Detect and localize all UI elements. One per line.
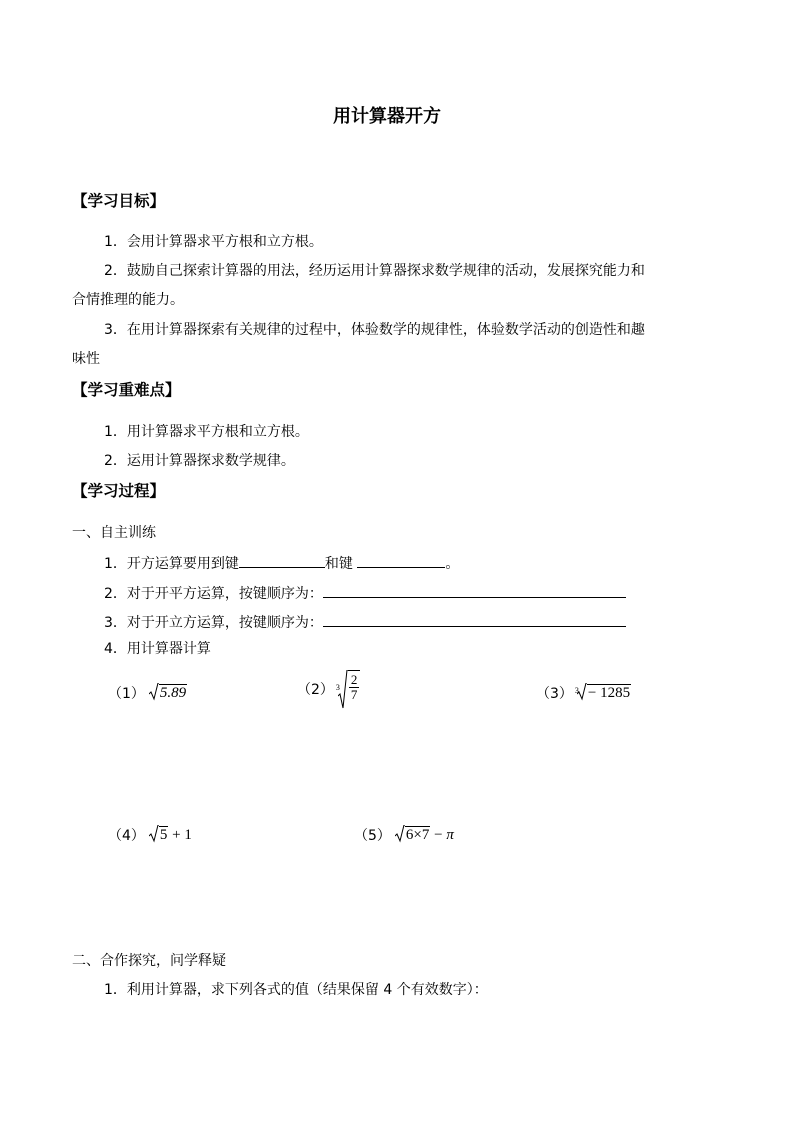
process-heading: 【学习过程】 [72, 482, 166, 500]
answer-blank-3[interactable] [323, 584, 626, 598]
calc-item-5 [354, 825, 454, 843]
section1-title: 一、自主训练 [72, 525, 156, 541]
radicand: 5 [159, 827, 168, 843]
page-title: 用计算器开方 [333, 106, 441, 127]
objective-2: 2．鼓励自己探索计算器的用法，经历运用计算器探求数学规律的活动，发展探究能力和 [104, 263, 645, 279]
keypoints-heading: 【学习重难点】 [72, 381, 181, 399]
keypoint-2: 2．运用计算器探求数学规律。 [104, 453, 295, 469]
section2-question-1: 1．利用计算器，求下列各式的值（结果保留 4 个有效数字）： [104, 982, 488, 998]
question-3 [104, 613, 626, 630]
sqrt-expression-5 [395, 825, 454, 843]
fraction [348, 670, 361, 701]
question-2 [104, 584, 626, 601]
calc-item-1 [108, 683, 187, 701]
objectives-heading: 【学习目标】 [72, 192, 166, 210]
root-index: 3 [574, 686, 579, 695]
radicand: 5.89 [159, 685, 187, 701]
objective-1: 1．会用计算器求平方根和立方根。 [104, 234, 323, 250]
answer-blank-2[interactable] [357, 554, 445, 568]
sqrt-expression-1 [149, 683, 187, 701]
calc-item-4-label: （4） [108, 828, 145, 844]
objective-2-cont: 合情推理的能力。 [72, 292, 184, 308]
calc-item-2 [297, 670, 360, 710]
cube-root-expression-3 [575, 683, 631, 701]
calc-item-5-label: （5） [354, 828, 391, 844]
question-1-text-b: 和键 [324, 556, 353, 572]
calc-item-2-label: （2） [297, 682, 334, 698]
radical-sign [149, 683, 159, 701]
pi-symbol: π [446, 827, 454, 843]
radicand: 6×7 [405, 827, 430, 843]
radicand: − 1285 [587, 685, 631, 701]
section2-title: 二、合作探究，问学释疑 [72, 953, 226, 969]
answer-blank-4[interactable] [323, 613, 626, 627]
question-1-text-a: 1．开方运算要用到键 [104, 556, 239, 572]
question-1 [104, 554, 459, 571]
question-2-text: 2．对于开平方运算，按键顺序为： [104, 586, 323, 602]
objective-3: 3．在用计算器探索有关规律的过程中，体验数学的规律性，体验数学活动的创造性和趣 [104, 322, 645, 338]
objective-3-cont: 味性 [72, 351, 100, 367]
keypoint-1: 1．用计算器求平方根和立方根。 [104, 424, 309, 440]
calc-item-4 [108, 825, 192, 843]
radical-sign [149, 825, 159, 843]
denominator: 7 [350, 686, 358, 702]
question-3-text: 3．对于开立方运算，按键顺序为： [104, 615, 323, 631]
radical-sign [395, 825, 405, 843]
question-1-text-c: 。 [445, 556, 460, 572]
expression-rest: + 1 [168, 827, 192, 843]
root-index: 3 [335, 683, 340, 692]
sqrt-expression-4 [149, 825, 192, 843]
answer-blank-1[interactable] [239, 554, 325, 568]
question-4: 4．用计算器计算 [104, 641, 211, 657]
calc-item-3 [536, 683, 631, 701]
cube-root-expression-2 [336, 670, 361, 710]
calc-item-3-label: （3） [536, 686, 573, 702]
minus-sign: − [430, 827, 447, 843]
calc-item-1-label: （1） [108, 686, 145, 702]
numerator: 2 [350, 672, 358, 687]
